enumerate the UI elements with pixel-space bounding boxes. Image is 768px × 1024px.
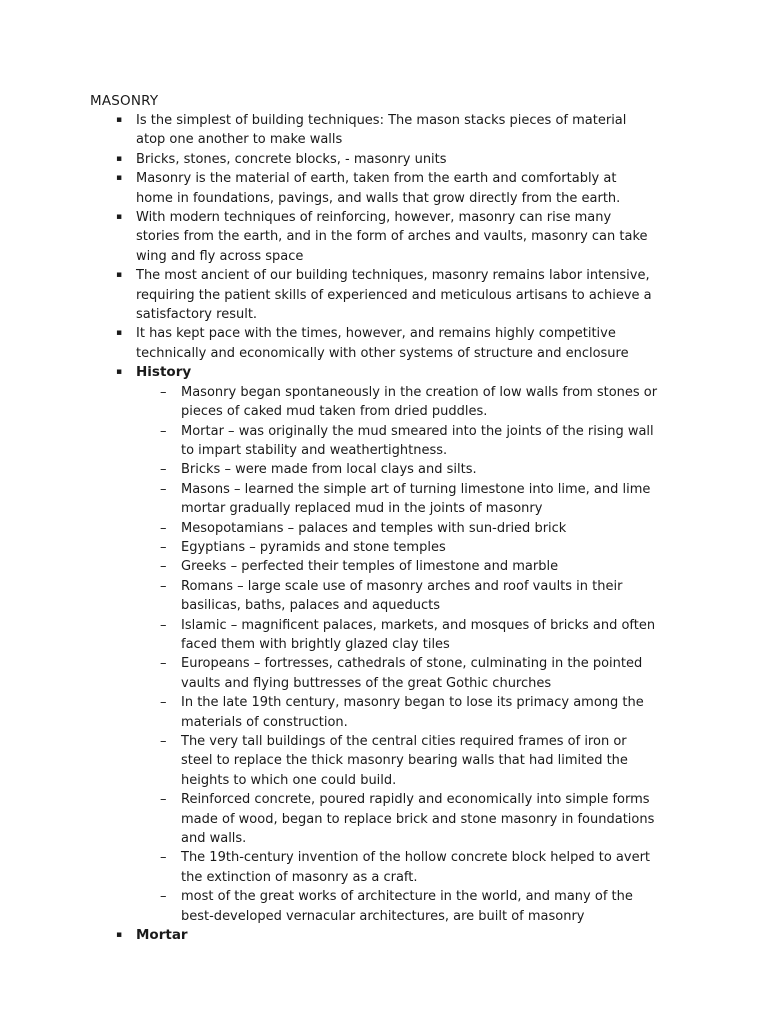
document-title: MASONRY [90, 93, 159, 109]
bullet-item [0, 169, 656, 208]
bullet-marker: ▪ [116, 153, 123, 164]
dash-marker: – [160, 423, 167, 439]
bullet-marker: ▪ [116, 328, 123, 339]
mortar-label: Mortar [136, 927, 188, 944]
dash-marker: – [160, 559, 167, 575]
dash-marker: – [160, 578, 167, 594]
dash-marker: – [160, 481, 167, 497]
history-text: In the late 19th century, masonry began to lose its primacy among the materials of construction. [181, 695, 644, 730]
history-item [0, 693, 661, 732]
bullet-item [0, 150, 656, 169]
dash-marker: – [160, 617, 167, 633]
history-text: Greeks – perfected their temples of limestone and marble [181, 559, 559, 575]
history-text: The 19th-century invention of the hollow concrete block helped to avert the extinction of masonry as a craft. [181, 850, 651, 885]
history-item [0, 480, 661, 519]
history-item [0, 383, 661, 422]
history-label: History [136, 364, 192, 381]
bullet-marker: ▪ [116, 115, 123, 125]
bullet-marker: ▪ [116, 930, 123, 941]
bullet-marker: ▪ [116, 212, 123, 223]
dash-marker: – [160, 734, 167, 749]
bullet-text: It has kept pace with the times, however, and remains highly competitive technically and economically with other systems of structure and enclosure [136, 326, 629, 361]
history-item [0, 538, 661, 557]
dash-marker: – [160, 539, 167, 555]
bullet-marker: ▪ [116, 367, 123, 378]
bullet-marker: ▪ [116, 270, 123, 281]
history-item [0, 460, 661, 479]
history-item [0, 616, 661, 655]
history-item [0, 519, 661, 538]
dash-marker: – [160, 520, 167, 536]
history-text: Reinforced concrete, poured rapidly and economically into simple forms made of wood, began to replace brick and stone masonry in foundations and walls. [181, 792, 655, 847]
history-text: Mesopotamians – palaces and temples with sun-dried brick [181, 520, 567, 536]
history-item [0, 557, 661, 576]
bullet-text: With modern techniques of reinforcing, however, masonry can rise many stories from the earth, and in the form of arches and vaults, masonry can take wing and fly across space [136, 210, 648, 264]
history-item [0, 732, 661, 790]
history-text: Egyptians – pyramids and stone temples [181, 539, 446, 555]
dash-marker: – [160, 850, 167, 866]
history-item [0, 790, 661, 848]
dash-marker: – [160, 792, 167, 808]
bullet-text: Is the simplest of building techniques: The mason stacks pieces of material atop one another to make walls [136, 113, 627, 148]
bullet-text: Masonry is the material of earth, taken from the earth and comfortably at home in foundations, pavings, and walls that grow directly from the earth. [136, 171, 621, 206]
history-item [0, 577, 661, 616]
history-heading [0, 363, 656, 382]
bullet-item [0, 266, 656, 324]
bullet-text: The most ancient of our building techniques, masonry remains labor intensive, requiring the patient skills of experienced and meticulous artisans to achieve a satisfactory result. [136, 268, 652, 323]
mortar-heading [0, 926, 656, 945]
bullet-marker: ▪ [116, 173, 123, 184]
history-text: Masonry began spontaneously in the creation of low walls from stones or pieces of caked mud taken from dried puddles. [181, 384, 658, 420]
bullet-item [0, 324, 656, 363]
history-text: Islamic – magnificent palaces, markets, and mosques of bricks and often faced them with brightly glazed clay tiles [181, 617, 656, 652]
bullet-item [0, 111, 656, 150]
dash-marker: – [160, 889, 167, 905]
bullet-text: Bricks, stones, concrete blocks, - masonry units [136, 151, 447, 167]
dash-marker: – [160, 695, 167, 711]
history-item [0, 422, 661, 461]
dash-marker: – [160, 384, 167, 400]
bullet-item [0, 208, 656, 266]
history-item [0, 848, 661, 887]
history-text: Masons – learned the simple art of turning limestone into lime, and lime mortar gradually replaced mud in the joints of masonry [181, 481, 651, 517]
main-bullet-list [0, 111, 768, 945]
history-text: Romans – large scale use of masonry arches and roof vaults in their basilicas, baths, palaces and aqueducts [181, 578, 623, 614]
history-item [0, 654, 661, 693]
history-text: The very tall buildings of the central cities required frames of iron or steel to replace the thick masonry bearing walls that had limited the heights to which one could build. [181, 734, 628, 788]
history-text: Mortar – was originally the mud smeared into the joints of the rising wall to impart stability and weathertightness. [181, 423, 654, 458]
history-text: Europeans – fortresses, cathedrals of stone, culminating in the pointed vaults and flying buttresses of the great Gothic churches [181, 656, 643, 691]
history-text: most of the great works of architecture in the world, and many of the best-developed vernacular architectures, are built of masonry [181, 889, 633, 924]
dash-marker: – [160, 656, 167, 672]
history-text: Bricks – were made from local clays and silts. [181, 462, 477, 478]
dash-marker: – [160, 462, 167, 478]
history-item [0, 887, 661, 926]
